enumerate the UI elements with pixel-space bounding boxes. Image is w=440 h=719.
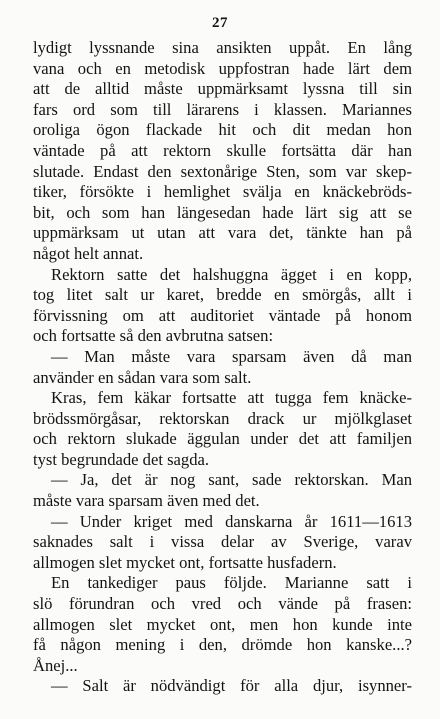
text-line: något helt annat. (33, 243, 144, 263)
text-line: oroliga ögon flackade hit och dit medan hon (33, 120, 412, 140)
text-line: måste vara sparsam även med det. (33, 491, 260, 511)
text-line: Rektorn satte det halshuggna ägget i en kopp, (51, 264, 412, 284)
body-text (33, 38, 412, 697)
text-line: slö förundran och vred och vände på frasen: (33, 594, 412, 614)
text-line: Kras, fem käkar fortsatte att tugga fem knäcke- (51, 388, 412, 408)
text-line: brödssmörgåsar, rektorskan drack ur mjölkglaset (33, 408, 412, 428)
text-line: allmogen slet mycket ont, men hon kunde inte (33, 614, 412, 634)
text-line: allmogen slet mycket ont, fortsatte husfadern. (33, 552, 337, 572)
text-line: saknades salt i vissa delar av Sverige, varav (33, 532, 412, 552)
text-line: tyst begrundade det sagda. (33, 449, 210, 469)
text-line: använder en sådan vara som salt. (33, 367, 252, 387)
text-line: och rektorn slukade äggulan under det att familjen (33, 429, 412, 449)
text-line: tiker, försökte i hemlighet svälja en knäckebröds- (33, 182, 412, 202)
text-line: — Salt är nödvändigt för alla djur, isynner- (51, 676, 412, 696)
text-line: få någon mening i den, drömde hon kanske...? (33, 635, 412, 655)
text-line: väntade på att rektorn skulle fortsätta där han (33, 140, 412, 160)
text-line: vana och en metodisk uppfostran hade lärt dem (33, 58, 412, 78)
text-line: och fortsatte så den avbrutna satsen: (33, 326, 274, 346)
text-line: bit, och som han längesedan hade lärt sig att se (33, 202, 412, 222)
text-line: En tankediger paus följde. Marianne satt i (51, 573, 412, 593)
text-line: förvissning om att auditoriet väntade på honom (33, 305, 412, 325)
text-line: lydigt lyssnande sina ansikten uppåt. En lång (33, 38, 412, 57)
text-line: — Man måste vara sparsam även då man (51, 346, 412, 366)
page-number: 27 (212, 15, 228, 31)
text-line: slutade. Endast den sextonårige Sten, som var skep- (33, 161, 412, 181)
text-line: — Under kriget med danskarna år 1611—1613 (51, 511, 412, 531)
text-line: uppmärksam ut utan att vara det, tänkte han på (33, 223, 412, 243)
text-line: att de alltid måste uppmärksamt lyssna till sin (33, 79, 412, 99)
text-line: — Ja, det är nog sant, sade rektorskan. Man (51, 470, 412, 490)
text-line: Ånej... (33, 655, 78, 675)
text-line: tog litet salt ur karet, bredde en smörgås, allt i (33, 285, 412, 305)
text-line: fars ord som till lärarens i klassen. Mariannes (33, 99, 412, 119)
